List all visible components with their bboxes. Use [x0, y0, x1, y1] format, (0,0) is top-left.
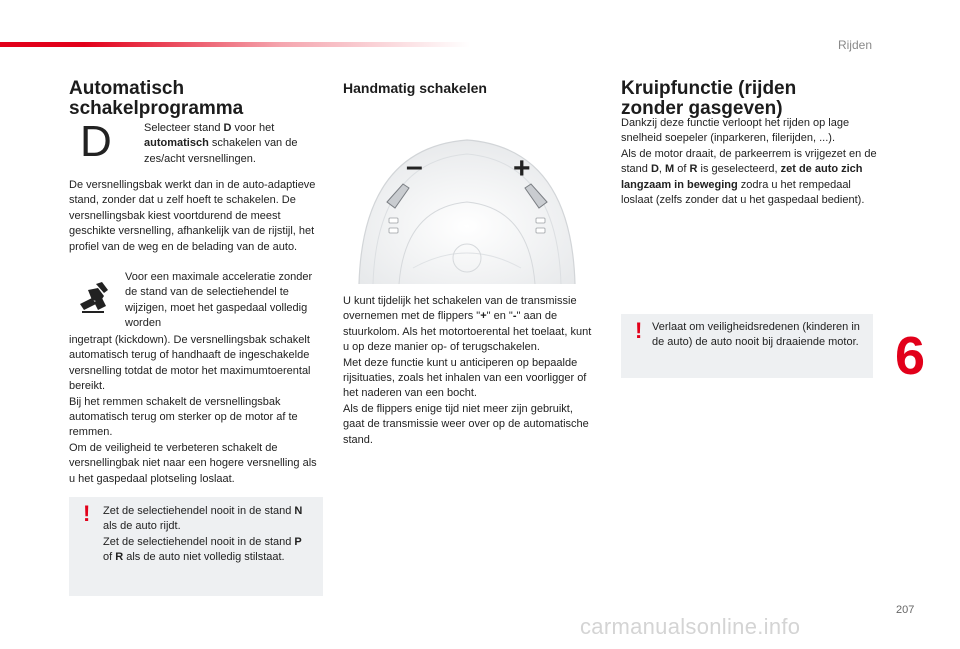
minus-paddle-label: – — [406, 150, 423, 183]
manual-p1-post: " aan de stuurkolom. Als het motortoerental het toelaat, kunt u op deze manier op- of terugschakelen. — [343, 310, 592, 354]
warning-r: R — [115, 551, 124, 564]
warning-box-engine — [621, 314, 873, 378]
kickdown-text-short: Voor een maximale acceleratie zonder de stand van de selectiehendel te wijzigen, moet het gaspedaal volledig worden — [125, 271, 313, 330]
plus-paddle-label: + — [513, 152, 531, 185]
creep-p2-post: zodra u het rempedaal loslaat (zelfs zonder dat u het gaspedaal bedient). — [621, 178, 865, 207]
page-number: 207 — [896, 604, 915, 616]
manual-p1-pre: U kunt tijdelijk het schakelen van de transmissie overnemen met de flippers " — [343, 295, 577, 323]
creep-p2-r: R — [689, 163, 698, 176]
creep-p2-bold: zet de auto zich langzaam in beweging — [621, 163, 863, 191]
manual-p3: Als de flippers enige tijd niet meer zijn gebruikt, gaat de transmissie weer over op de automatische stand. — [343, 402, 589, 446]
manual-text — [343, 294, 597, 448]
manual-title: Handmatig schakelen — [343, 80, 487, 96]
warning-of: of — [103, 551, 116, 564]
warning-icon: ! — [83, 501, 91, 526]
warning-text-2: als de auto rijdt. — [103, 520, 181, 533]
manual-p2: Met deze functie kunt u anticiperen op bepaalde rijsituaties, zoals het inhalen van een voorligger of het naderen van een bocht. — [343, 356, 587, 400]
bullet-text-d: D — [223, 122, 232, 134]
watermark: carmanualsonline.info — [580, 614, 801, 639]
creep-title-line2: zonder gasgeven) — [621, 98, 783, 119]
bullet-text-post: schakelen van de zes/acht versnellingen. — [144, 137, 298, 165]
auto-paragraph-4: Om de veiligheid te verbeteren schakelt de versnellingbak niet naar een hogere versnelling als u het gaspedaal plotseling loslaat. — [69, 441, 317, 485]
auto-title-line1: Automatisch — [69, 78, 185, 99]
warning-n: N — [294, 505, 303, 517]
creep-title-line1: Kruipfunctie (rijden — [621, 78, 797, 99]
auto-paragraph-1: De versnellingsbak werkt dan in de auto-adaptieve stand, zonder dat u zelf hoeft te schakelen. De versnellingsbak kiest voortdurend de meest geschikte versnelling, afhankelijk van de rijstijl, het profiel van de weg en de belading van de auto. — [69, 179, 316, 253]
bullet-select-d — [126, 121, 321, 167]
auto-paragraph-3: Bij het remmen schakelt de versnellingsbak automatisch terug om sterker op de motor af te remmen. — [69, 395, 298, 439]
warning-text-4: als de auto niet volledig stilstaat. — [123, 551, 285, 564]
chapter-number: 6 — [895, 326, 926, 386]
creep-p2-comma: , — [658, 163, 666, 176]
bullet-text-mid: voor het — [231, 122, 275, 134]
kickdown-pedal-icon — [74, 278, 112, 316]
creep-p2-of: of — [674, 163, 690, 176]
bullet-text-bold: automatisch — [144, 137, 209, 150]
creep-text — [621, 116, 877, 208]
creep-title — [621, 79, 881, 119]
warning-icon: ! — [635, 318, 643, 343]
creep-p2-m: M — [665, 163, 675, 176]
header-red-bar — [0, 42, 470, 47]
warning-text-1: Zet de selectiehendel nooit in de stand — [103, 505, 295, 517]
manual-p1-mid: " en " — [486, 310, 513, 323]
warning-text: Verlaat om veiligheidsredenen (kinderen in de auto) de auto nooit bij draaiende motor. — [652, 321, 860, 349]
manual-p1-minus: - — [512, 310, 517, 323]
section-title: Rijden — [837, 38, 872, 52]
creep-p2-d: D — [650, 163, 659, 176]
steering-wheel-illustration — [343, 118, 591, 284]
warning-p: P — [294, 535, 302, 548]
kickdown-text-rest — [69, 333, 325, 487]
auto-section — [69, 79, 323, 119]
auto-title-line2: schakelprogramma — [69, 98, 244, 119]
gear-d-symbol: D — [80, 117, 112, 166]
manual-p1-plus: + — [480, 310, 487, 323]
warning-text — [103, 504, 308, 566]
warning-box-selector — [69, 497, 323, 596]
creep-p2-mid: is geselecteerd, — [697, 163, 781, 176]
warning-text-3: Zet de selectiehendel nooit in de stand — [103, 535, 295, 548]
creep-p1: Dankzij deze functie verloopt het rijden op lage snelheid soepeler (inparkeren, filerijden, ...). — [621, 117, 850, 145]
kickdown-rest: ingetrapt (kickdown). De versnellingsbak schakelt automatisch terug of handhaaft de ingeschakelde versnelling totdat de motor het maximumtoerental bereikt. — [69, 334, 311, 393]
auto-title — [69, 79, 323, 119]
bullet-text-pre: Selecteer stand — [144, 122, 224, 134]
creep-p2-pre: Als de motor draait, de parkeerrem is vrijgezet en de stand — [621, 147, 877, 176]
